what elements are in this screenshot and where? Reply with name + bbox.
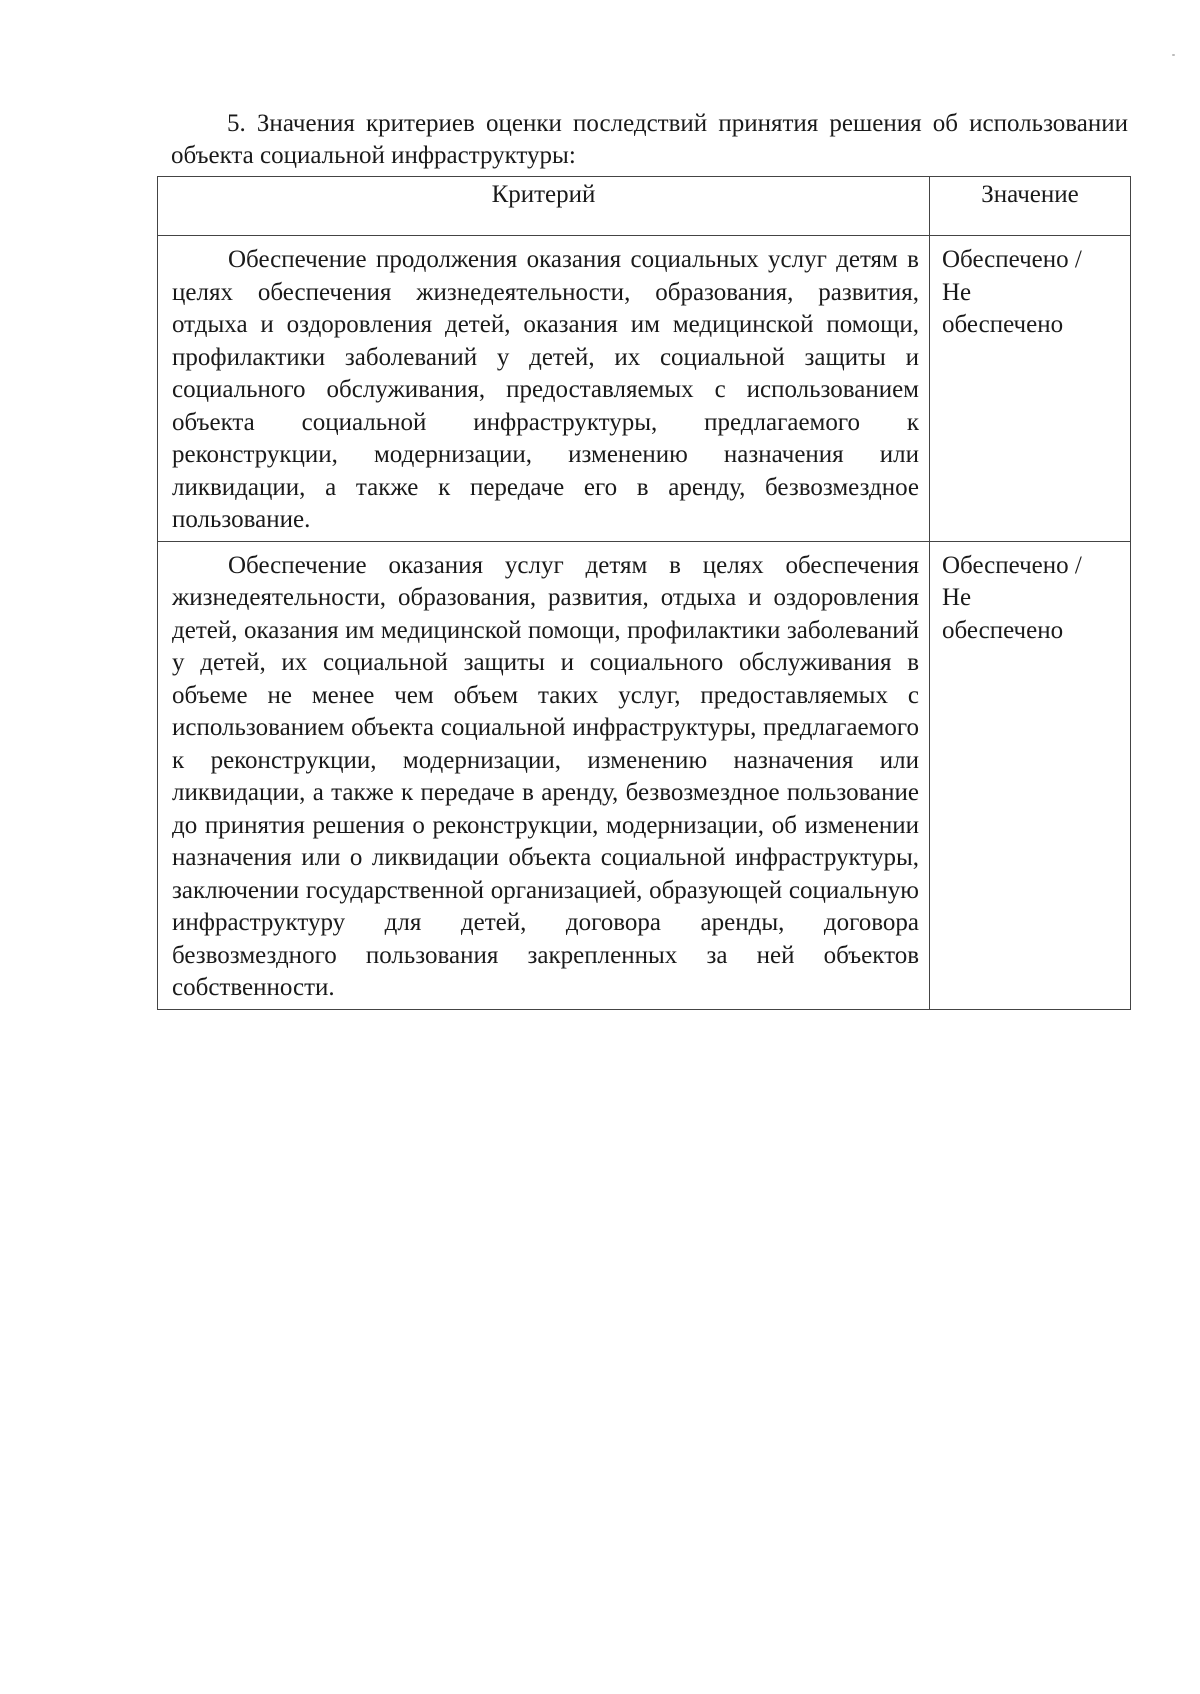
criterion-text: Обеспечение оказания услуг детям в целях обеспечения жизнедеятельности, образования, развития, отдыха и оздоровления детей, оказания им медицинской помощи, профилактики заболеваний у детей, их социальной защиты и социального обслуживания в объеме не менее чем объем таких услуг, предоставляемых с использованием объекта социальной инфраструктуры, предлагаемого к реконструкции, модернизации, изменению назначения или ликвидации, а также к передаче в аренду, безвозмездное пользование до принятия решения о реконструкции, модернизации, об изменении назначения или о ликвидации объекта социальной инфраструктуры, заключении государственной организацией, образующей социальную инфраструктуру для детей, договора аренды, договора безвозмездного пользования закрепленных за ней объектов собственности. (172, 551, 919, 1001)
value-cell (930, 541, 1131, 1009)
value-cell (930, 236, 1131, 542)
value-line: обеспечено (942, 616, 1064, 644)
value-line: обеспечено (942, 311, 1064, 338)
table-row (158, 541, 1131, 1009)
criterion-cell (158, 541, 930, 1009)
table-header-row (158, 177, 1131, 236)
criterion-text: Обеспечение продолжения оказания социальных услуг детям в целях обеспечения жизнедеятельности, образования, развития, отдыха и оздоровления детей, оказания им медицинской помощи, профилактики заболеваний у детей, их социальной защиты и социального обслуживания, предоставляемых с использованием объекта социальной инфраструктуры, предлагаемого к реконструкции, модернизации, изменению назначения или ликвидации, а также к передаче его в аренду, безвозмездное пользование. (172, 246, 919, 533)
scan-speck (1172, 54, 1175, 56)
section-intro: 5. Значения критериев оценки последствий принятия решения об использовании объекта социальной инфраструктуры: (171, 110, 1128, 169)
criterion-cell (158, 236, 930, 542)
value-line: Не (942, 584, 972, 611)
value-text (930, 542, 1130, 652)
header-criterion: Критерий (158, 177, 930, 236)
header-value: Значение (930, 177, 1131, 236)
value-line: Не (942, 278, 972, 306)
value-text (930, 236, 1130, 346)
value-line: Обеспечено / (942, 246, 1082, 273)
criteria-table (157, 176, 1131, 1010)
value-line: Обеспечено / (942, 551, 1082, 579)
table-row (158, 236, 1131, 542)
